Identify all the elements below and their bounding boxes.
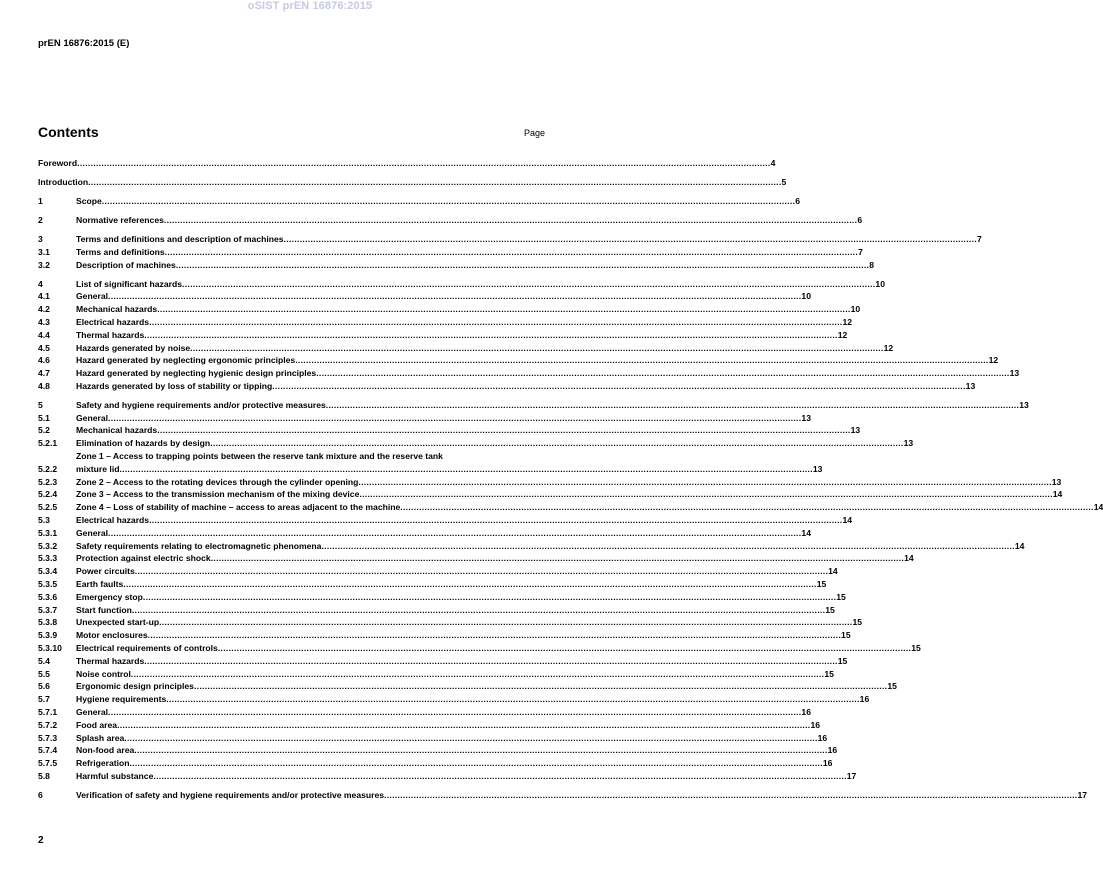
toc-entry[interactable] [38, 399, 1029, 412]
toc-entry-number: 3.2 [38, 259, 50, 270]
toc-entry-title: Zone 1 – Access to trapping points between the reserve tank mixture and the reserve tank [76, 451, 443, 462]
toc-entry-number: 5.3.5 [38, 579, 58, 590]
toc-entry-number: 5.7.5 [38, 758, 58, 769]
toc-entry-page: 17 [846, 770, 857, 781]
toc-entry[interactable] [38, 719, 821, 732]
toc-entry-page: 13 [850, 425, 861, 436]
toc-entry[interactable] [38, 246, 863, 259]
toc-entry-page: 13 [1019, 399, 1029, 410]
toc-entry-page: 14 [904, 553, 914, 564]
toc-entry-number: 5.7.3 [38, 732, 58, 743]
toc-entry-title: Noise control [76, 668, 131, 679]
toc-entry-page: 16 [801, 707, 811, 717]
toc-entry[interactable] [38, 488, 1063, 501]
toc-entry[interactable] [38, 680, 897, 693]
toc-entry-page: 10 [801, 291, 811, 302]
toc-entry-page: 10 [875, 278, 885, 289]
dot-leader [326, 399, 1019, 412]
dot-leader [166, 693, 859, 706]
toc-entry[interactable] [38, 565, 838, 578]
dot-leader [149, 514, 842, 527]
toc-entry-number: 5.3.8 [38, 617, 58, 628]
toc-entry-number: 5.2.3 [38, 476, 58, 487]
toc-entry-page: 16 [859, 694, 870, 705]
toc-entry-number: 5.5 [38, 668, 50, 679]
toc-entry-page: 15 [837, 655, 848, 666]
toc-entry-page: 15 [841, 630, 851, 641]
dot-leader [272, 380, 965, 393]
toc-entry[interactable] [38, 316, 853, 329]
toc-entry-number: 5.2.2 [38, 463, 58, 474]
toc-entry-title: General [76, 707, 109, 717]
toc-entry-title: Verification of safety and hygiene requirements and/or protective measures [76, 789, 385, 800]
dot-leader [210, 437, 903, 450]
toc-entry-title: Refrigeration [76, 758, 130, 769]
dot-leader [102, 195, 795, 208]
dot-leader [400, 501, 1093, 514]
toc-entry-page: 15 [911, 643, 921, 654]
toc-entry-title: Harmful substance [76, 770, 154, 781]
toc-entry-title: General [76, 527, 109, 538]
toc-entry-title: Splash area [76, 732, 125, 743]
toc-entry[interactable] [38, 514, 853, 527]
toc-entry-title: Non-food area [76, 745, 135, 756]
contents-heading: Contents [38, 124, 99, 140]
toc-entry-number: 5.7.4 [38, 745, 58, 756]
dot-leader [143, 591, 836, 604]
toc-entry-page: 13 [1051, 476, 1062, 487]
toc-entry-title: General [76, 291, 109, 302]
toc-entry-number: 5.2.4 [38, 489, 58, 500]
dot-leader [135, 565, 828, 578]
toc-entry-page: 4 [770, 158, 776, 168]
toc-entry-title: Elimination of hazards by design [76, 438, 211, 449]
dot-leader [108, 527, 801, 540]
toc-entry-title: Protection against electric shock [76, 553, 211, 564]
toc-entry-page: 14 [801, 527, 811, 538]
toc-entry-number: 5.3.3 [38, 553, 58, 564]
toc-entry-number: 4.8 [38, 380, 50, 391]
toc-entry[interactable] [38, 668, 834, 681]
toc-entry-page: 17 [1077, 789, 1088, 800]
dot-leader [153, 770, 846, 783]
toc-entry-title: Motor enclosures [76, 630, 148, 641]
toc-entry-number: 5.3.1 [38, 527, 58, 538]
toc-entry[interactable] [38, 412, 811, 425]
toc-entry[interactable] [38, 744, 838, 757]
table-of-contents [38, 157, 1103, 802]
toc-entry-title: General [76, 412, 109, 423]
dot-leader [144, 329, 837, 342]
toc-entry[interactable] [38, 642, 921, 655]
dot-leader [124, 732, 817, 745]
dot-leader [148, 629, 841, 642]
toc-entry-title: Electrical requirements of controls [76, 643, 218, 654]
dot-leader [182, 278, 875, 291]
dot-leader [284, 233, 977, 246]
toc-entry[interactable] [38, 540, 1025, 553]
toc-entry-title: Thermal hazards [76, 329, 145, 340]
dot-leader [131, 668, 824, 681]
toc-entry-title: Mechanical hazards [76, 304, 158, 315]
toc-entry-number: 4 [38, 278, 43, 289]
toc-entry-title: Normative references [76, 214, 164, 225]
toc-entry-title: Introduction [38, 176, 89, 187]
toc-entry-title: Zone 3 – Access to the transmission mechanism of the mixing device [76, 489, 360, 500]
toc-entry-number: 5.7.1 [38, 707, 58, 717]
dot-leader [218, 642, 911, 655]
toc-entry-page: 12 [883, 342, 894, 353]
dot-leader [132, 604, 825, 617]
dot-leader [157, 303, 850, 316]
toc-entry-number: 5.3.6 [38, 591, 58, 602]
toc-entry-number: 5.3.10 [38, 643, 62, 654]
toc-entry-page: 13 [965, 380, 976, 391]
toc-entry-number: 3 [38, 233, 43, 244]
toc-entry[interactable] [38, 578, 827, 591]
toc-entry-number: 4.3 [38, 316, 50, 327]
toc-entry[interactable] [38, 278, 885, 291]
toc-entry-title: Power circuits [76, 566, 135, 577]
toc-entry-number: 6 [38, 789, 43, 800]
toc-entry[interactable] [38, 501, 1103, 514]
toc-entry-number: 2 [38, 214, 43, 225]
toc-entry-page: 16 [810, 719, 821, 730]
toc-entry-number: 1 [38, 195, 43, 206]
dot-leader [384, 789, 1077, 802]
toc-entry-title: Earth faults [76, 579, 124, 590]
toc-entry[interactable] [38, 342, 894, 355]
toc-entry[interactable] [38, 604, 835, 617]
dot-leader [159, 616, 852, 629]
dot-leader [316, 367, 1009, 380]
toc-entry-page: 12 [837, 329, 848, 340]
toc-entry-page: 15 [852, 617, 863, 628]
toc-entry-title: Terms and definitions and description of machines [76, 233, 284, 244]
dot-leader [194, 680, 887, 693]
toc-entry[interactable] [38, 552, 914, 565]
dot-leader [164, 214, 857, 227]
toc-entry[interactable] [38, 527, 811, 540]
toc-entry-title: Foreword [38, 158, 78, 168]
toc-entry-page: 15 [816, 579, 827, 590]
toc-entry-number: 5.3.2 [38, 540, 58, 551]
dot-leader [165, 246, 858, 259]
toc-entry-page: 7 [858, 246, 863, 257]
dot-leader [358, 476, 1051, 489]
toc-entry[interactable] [38, 195, 800, 208]
dot-leader [295, 354, 988, 367]
toc-entry-page: 7 [976, 233, 982, 244]
toc-entry-number: 5.7 [38, 694, 50, 705]
toc-entry[interactable] [38, 476, 1062, 489]
toc-entry-page: 15 [836, 591, 846, 602]
toc-entry[interactable] [38, 770, 857, 783]
dot-leader [108, 412, 801, 425]
toc-entry[interactable] [38, 757, 833, 770]
toc-entry[interactable] [38, 157, 776, 170]
toc-entry-title: Unexpected start-up [76, 617, 160, 628]
toc-entry-number: 5.4 [38, 655, 50, 666]
toc-entry-number: 5.3.4 [38, 566, 58, 577]
toc-entry[interactable] [38, 176, 787, 189]
toc-entry[interactable] [38, 424, 861, 437]
toc-entry[interactable] [38, 789, 1088, 802]
toc-entry-title: Terms and definitions [76, 246, 165, 257]
dot-leader [321, 540, 1014, 553]
dot-leader [359, 488, 1052, 501]
toc-entry[interactable] [38, 380, 976, 393]
toc-entry-number: 5.2.1 [38, 438, 58, 449]
toc-entry-title: Hazard generated by neglecting ergonomic principles [76, 355, 296, 366]
toc-entry-title: Safety and hygiene requirements and/or protective measures [76, 399, 326, 410]
toc-entry-number: 5.8 [38, 770, 50, 781]
toc-entry-number: 5 [38, 399, 43, 410]
toc-entry-number: 5.3 [38, 515, 50, 526]
toc-entry[interactable] [38, 290, 811, 303]
dot-leader [176, 259, 869, 272]
toc-entry-title: Zone 4 – Loss of stability of machine – access to areas adjacent to the machine [76, 502, 401, 513]
toc-entry-title-continued: mixture lid [76, 463, 120, 474]
toc-entry-title: Start function [76, 604, 132, 615]
toc-entry-title: Electrical hazards [76, 316, 150, 327]
toc-entry-page: 6 [857, 214, 863, 225]
toc-entry[interactable] [38, 233, 982, 246]
toc-entry-number: 3.1 [38, 246, 50, 257]
toc-entry-title: Thermal hazards [76, 655, 145, 666]
toc-entry-page: 15 [825, 604, 835, 615]
dot-leader [144, 655, 837, 668]
toc-entry-number: 5.7.2 [38, 719, 58, 730]
dot-leader [117, 719, 810, 732]
dot-leader [108, 290, 801, 303]
dot-leader [88, 176, 781, 189]
toc-entry-number: 5.2.5 [38, 502, 58, 513]
dot-leader [108, 706, 801, 719]
dot-leader [77, 157, 770, 170]
toc-entry-title: Electrical hazards [76, 515, 150, 526]
toc-entry-title: Safety requirements relating to electromagnetic phenomena [76, 540, 322, 551]
dot-leader [123, 578, 816, 591]
toc-entry-page: 14 [828, 566, 838, 577]
toc-entry-title: Emergency stop [76, 591, 143, 602]
toc-entry[interactable] [38, 706, 811, 719]
toc-entry[interactable] [38, 629, 851, 642]
toc-entry-page: 15 [887, 681, 897, 692]
toc-entry[interactable] [38, 354, 999, 367]
toc-entry-page: 13 [812, 463, 823, 474]
toc-entry-number: 5.6 [38, 681, 50, 692]
toc-entry-number: 5.1 [38, 412, 50, 423]
toc-entry[interactable] [38, 732, 828, 745]
toc-entry-page: 14 [842, 515, 853, 526]
toc-entry-number: 5.2 [38, 425, 50, 436]
toc-entry-page: 6 [795, 195, 800, 206]
toc-entry-page: 16 [822, 758, 833, 769]
dot-leader [119, 463, 812, 476]
toc-entry-page: 14 [1014, 540, 1025, 551]
toc-entry-title: Hazards generated by noise [76, 342, 191, 353]
toc-entry-number: 5.3.7 [38, 604, 58, 615]
toc-entry-title: Hazard generated by neglecting hygienic design principles [76, 368, 317, 379]
document-id: prEN 16876:2015 (E) [38, 38, 130, 49]
toc-entry-number: 4.6 [38, 355, 50, 366]
toc-entry-title: Zone 2 – Access to the rotating devices through the cylinder opening [76, 476, 359, 487]
dot-leader [157, 424, 850, 437]
toc-entry-number: 4.4 [38, 329, 50, 340]
toc-entry[interactable] [38, 693, 870, 706]
toc-entry-number: 5.3.9 [38, 630, 58, 641]
toc-entry-title: Food area [76, 719, 118, 730]
toc-entry-page: 12 [842, 316, 853, 327]
toc-entry[interactable] [38, 437, 914, 450]
toc-entry-page: 16 [817, 732, 828, 743]
toc-entry-page: 8 [869, 259, 874, 270]
toc-entry-title: Ergonomic design principles [76, 681, 194, 692]
dot-leader [149, 316, 842, 329]
toc-entry[interactable] [38, 591, 846, 604]
toc-entry-number: 4.5 [38, 342, 50, 353]
toc-entry-page: 5 [781, 176, 787, 187]
dot-leader [211, 552, 904, 565]
toc-entry-page: 15 [824, 668, 834, 679]
toc-entry-title: Hazards generated by loss of stability or tipping [76, 380, 273, 391]
toc-entry-number: 4.1 [38, 291, 50, 302]
toc-entry-title: List of significant hazards [76, 278, 183, 289]
page-number: 2 [38, 835, 44, 846]
dot-leader [190, 342, 883, 355]
toc-entry-page: 13 [1009, 368, 1020, 379]
toc-entry[interactable] [38, 214, 863, 227]
toc-entry-page: 13 [903, 438, 914, 449]
toc-entry[interactable] [38, 303, 861, 316]
toc-entry[interactable] [38, 616, 863, 629]
watermark: oSIST prEN 16876:2015 [247, 0, 373, 12]
toc-entry-title: Hygiene requirements [76, 694, 167, 705]
toc-entry[interactable] [38, 259, 874, 272]
page-column-label: Page [523, 128, 545, 138]
toc-entry-page: 13 [801, 412, 811, 423]
dot-leader [134, 744, 827, 757]
toc-entry[interactable] [38, 450, 823, 476]
toc-entry-page: 14 [1093, 502, 1103, 513]
toc-entry-title: Mechanical hazards [76, 425, 158, 436]
dot-leader [129, 757, 822, 770]
toc-entry[interactable] [38, 329, 848, 342]
toc-entry-title: Description of machines [76, 259, 176, 270]
toc-entry[interactable] [38, 655, 848, 668]
toc-entry-page: 10 [850, 304, 861, 315]
toc-entry-number: 4.2 [38, 304, 50, 315]
toc-entry[interactable] [38, 367, 1020, 380]
toc-entry-page: 14 [1052, 489, 1063, 500]
toc-entry-title: Scope [76, 195, 102, 206]
toc-entry-number: 4.7 [38, 368, 50, 379]
toc-entry-page: 16 [827, 745, 838, 756]
toc-entry-page: 12 [988, 355, 999, 366]
